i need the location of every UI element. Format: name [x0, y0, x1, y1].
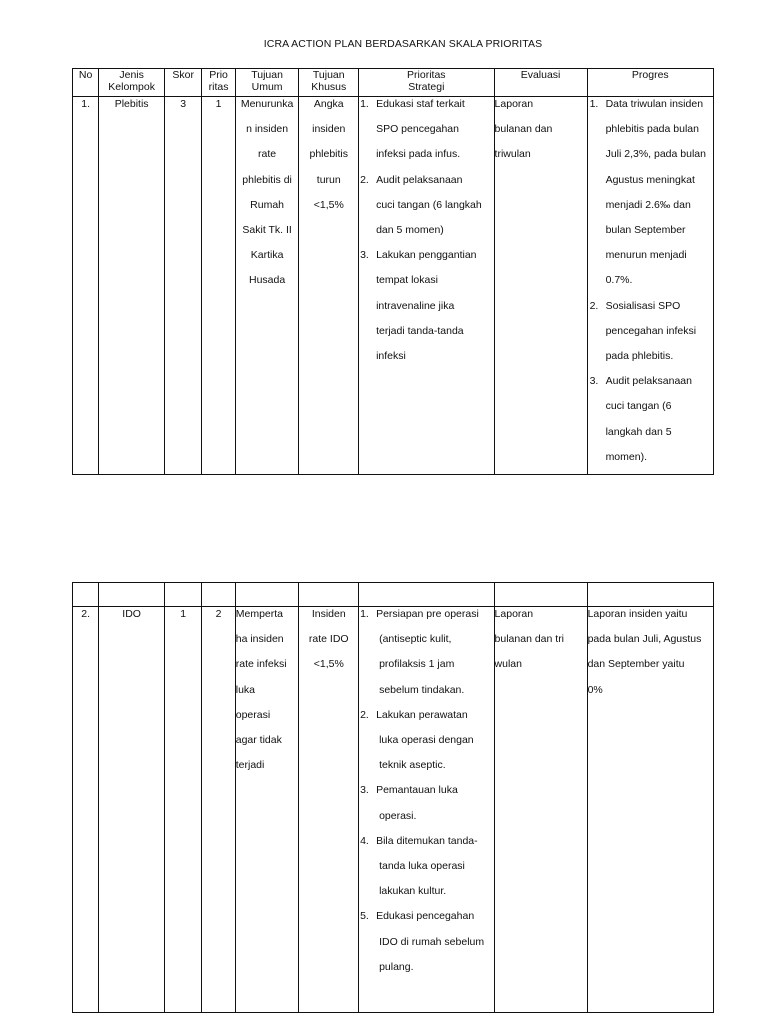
- list-item: 2. Sosialisasi SPO pencegahan infeksi pada phlebitis.: [589, 299, 697, 363]
- header-jenis-kelompok: Jenis Kelompok: [99, 69, 165, 97]
- action-plan-table-2: [72, 582, 714, 1013]
- header-no: No: [73, 69, 99, 97]
- evaluasi: Laporan bulanan dan triwulan: [494, 98, 553, 161]
- header-tujuan-umum: Tujuan Umum: [235, 69, 299, 97]
- jenis-kelompok: Plebitis: [114, 98, 149, 110]
- skor: 1: [180, 608, 187, 620]
- list-item: 2. Lakukan perawatan luka operasi dengan teknik aseptic.: [360, 708, 474, 772]
- header-tujuan-khusus: Tujuan Khusus: [299, 69, 359, 97]
- list-item: 5. Edukasi pencegahan IDO di rumah sebelum pulang.: [360, 910, 485, 973]
- list-item: 2. Audit pelaksanaan cuci tangan (6 langkah dan 5 momen): [360, 173, 482, 237]
- strategi-list: [359, 92, 493, 369]
- jenis-kelompok: IDO: [122, 608, 141, 620]
- skor: 3: [180, 98, 187, 110]
- list-item: 3. Audit pelaksanaan cuci tangan (6 langkah dan 5 momen).: [589, 375, 692, 463]
- header-skor: Skor: [164, 69, 201, 97]
- header-prioritas-strategi: Prioritas Strategi: [359, 69, 494, 97]
- prioritas: 1: [215, 98, 222, 110]
- row-number: 1.: [81, 98, 91, 110]
- document-title: ICRA ACTION PLAN BERDASARKAN SKALA PRIORITAS: [263, 38, 543, 50]
- header-progres: Progres: [587, 69, 713, 97]
- table-row: [73, 97, 714, 475]
- tujuan-khusus: Angka insiden phlebitis turun <1,5%: [309, 98, 349, 211]
- list-item: 1. Persiapan pre operasi (antiseptic kulit, profilaksis 1 jam sebelum tindakan.: [360, 608, 479, 696]
- list-item: 3. Lakukan penggantian tempat lokasi intravenaline jika terjadi tanda-tanda infeksi: [360, 249, 477, 363]
- tujuan-umum: Menurunka n insiden rate phlebitis di Rumah Sakit Tk. II Kartika Husada: [240, 98, 294, 287]
- row-number: 2.: [81, 608, 91, 620]
- list-item: 4. Bila ditemukan tanda- tanda luka operasi lakukan kultur.: [360, 834, 478, 898]
- list-item: 1. Edukasi staf terkait SPO pencegahan infeksi pada infus.: [360, 98, 465, 161]
- header-prioritas: Prio ritas: [202, 69, 235, 97]
- tujuan-umum: Memperta ha insiden rate infeksi luka operasi agar tidak terjadi: [235, 608, 287, 772]
- header-evaluasi: Evaluasi: [494, 69, 587, 97]
- list-item: 1. Data triwulan insiden phlebitis pada bulan Juli 2,3%, pada bulan Agustus meningkat menjadi 2.6‰ dan bulan September menurun menjadi 0.7%.: [589, 98, 706, 287]
- prioritas: 2: [215, 608, 222, 620]
- list-item: 3. Pemantauan luka operasi.: [360, 784, 458, 822]
- strategi-list: [359, 602, 493, 980]
- tujuan-khusus: Insiden rate IDO <1,5%: [308, 608, 349, 671]
- action-plan-table-1: [72, 68, 714, 475]
- progres-list: [588, 92, 713, 470]
- evaluasi: Laporan bulanan dan tri wulan: [494, 608, 565, 671]
- table-row: [73, 607, 714, 1013]
- progres: Laporan insiden yaitu pada bulan Juli, Agustus dan September yaitu 0%: [587, 608, 702, 696]
